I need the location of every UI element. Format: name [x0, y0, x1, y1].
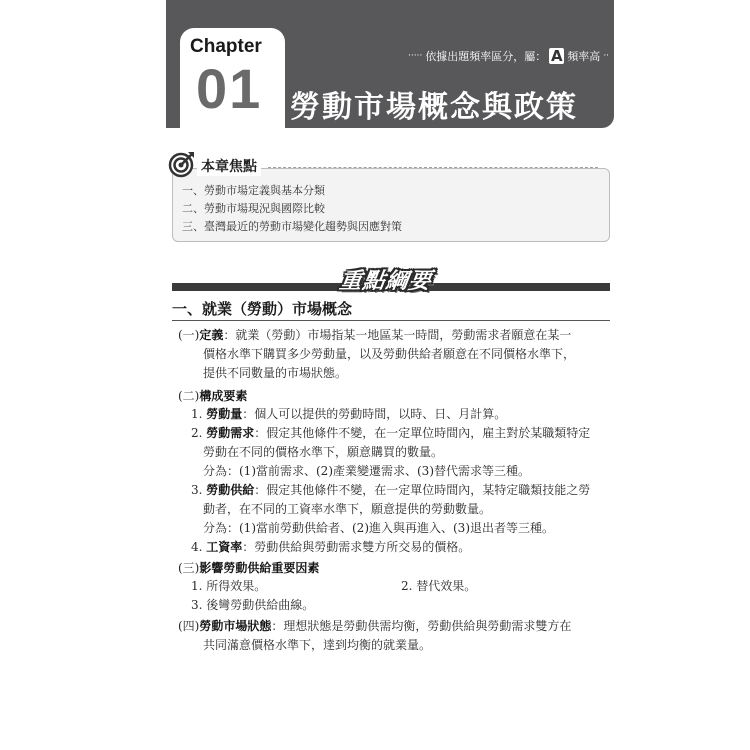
text-line: ：假定其他條件不變，在一定單位時間內，某特定職類技能之勞 — [254, 483, 591, 497]
text-line: 共同滿意價格水準下，達到均衡的就業量。 — [203, 638, 432, 652]
list-item — [191, 424, 590, 441]
focus-divider — [268, 167, 598, 168]
frequency-text: 依據出題頻率區分，屬： — [425, 50, 547, 63]
subsection-heading — [178, 387, 247, 404]
term-label: 勞動量 — [206, 407, 243, 421]
item-marker: (二) — [178, 389, 200, 403]
focus-item: 三、臺灣最近的勞動市場變化趨勢與因應對策 — [182, 220, 402, 233]
text-line: ：個人可以提供的勞動時間，以時、日、月計算。 — [242, 407, 507, 421]
text-line: 動者，在不同的工資率水準下，願意提供的勞動數量。 — [203, 502, 492, 516]
focus-item: 二、勞動市場現況與國際比較 — [182, 202, 325, 215]
list-item — [191, 481, 590, 498]
frequency-grade-badge: A — [551, 47, 563, 65]
state-label: 勞動市場狀態 — [199, 619, 272, 633]
focus-item: 一、勞動市場定義與基本分類 — [182, 184, 325, 197]
key-points-banner: 重點綱要 — [337, 269, 434, 294]
item-marker: (三) — [178, 561, 200, 575]
text-line: 分為：(1)當前勞動供給者、(2)進入與再進入、(3)退出者等三種。 — [203, 521, 554, 535]
definition-label: 定義 — [199, 328, 224, 342]
chapter-label: Chapter — [190, 36, 262, 57]
subsection-label: 構成要素 — [199, 389, 248, 403]
list-item: 1. 所得效果。 — [191, 579, 267, 593]
list-item: 2. 替代效果。 — [401, 579, 477, 593]
section-divider — [172, 320, 610, 321]
definition-paragraph — [178, 326, 571, 343]
subsection-label: 影響勞動供給重要因素 — [199, 561, 320, 575]
state-paragraph — [178, 617, 571, 634]
list-item — [191, 538, 470, 555]
list-number: 1. — [191, 407, 203, 421]
text-line: 提供不同數量的市場狀態。 — [203, 366, 348, 380]
frequency-note — [408, 48, 609, 64]
list-number: 2. — [191, 426, 203, 440]
item-marker: (一) — [178, 328, 200, 342]
frequency-label: 頻率高 — [567, 50, 601, 63]
dots-decoration: ·· — [603, 51, 610, 61]
list-number: 4. — [191, 540, 203, 554]
term-label: 工資率 — [206, 540, 243, 554]
text-line: ：勞動供給與勞動需求雙方所交易的價格。 — [242, 540, 471, 554]
focus-title: 本章焦點 — [197, 156, 261, 176]
section-heading: 一、就業（勞動）市場概念 — [172, 300, 353, 318]
text-line: 勞動在不同的價格水準下，願意購買的數量。 — [203, 445, 444, 459]
list-item — [191, 405, 506, 422]
text-line: 價格水準下購買多少勞動量，以及勞動供給者願意在不同價格水準下， — [203, 347, 576, 361]
item-marker: (四) — [178, 619, 200, 633]
text-line: ：理想狀態是勞動供需均衡，勞動供給與勞動需求雙方在 — [271, 619, 572, 633]
text-line: ：就業（勞動）市場指某一地區某一時間，勞動需求者願意在某一 — [223, 328, 572, 342]
term-label: 勞動需求 — [206, 426, 255, 440]
text-line: ：假定其他條件不變，在一定單位時間內，雇主對於某職類特定 — [254, 426, 591, 440]
text-line: 分為：(1)當前需求、(2)產業變遷需求、(3)替代需求等三種。 — [203, 464, 530, 478]
chapter-number: 01 — [196, 57, 263, 120]
list-number: 3. — [191, 483, 203, 497]
term-label: 勞動供給 — [206, 483, 255, 497]
subsection-heading — [178, 559, 319, 576]
list-item: 3. 後彎勞動供給曲線。 — [191, 598, 315, 612]
chapter-title: 勞動市場概念與政策 — [290, 90, 578, 125]
dots-decoration: ····· — [408, 51, 423, 61]
target-icon — [168, 150, 196, 178]
